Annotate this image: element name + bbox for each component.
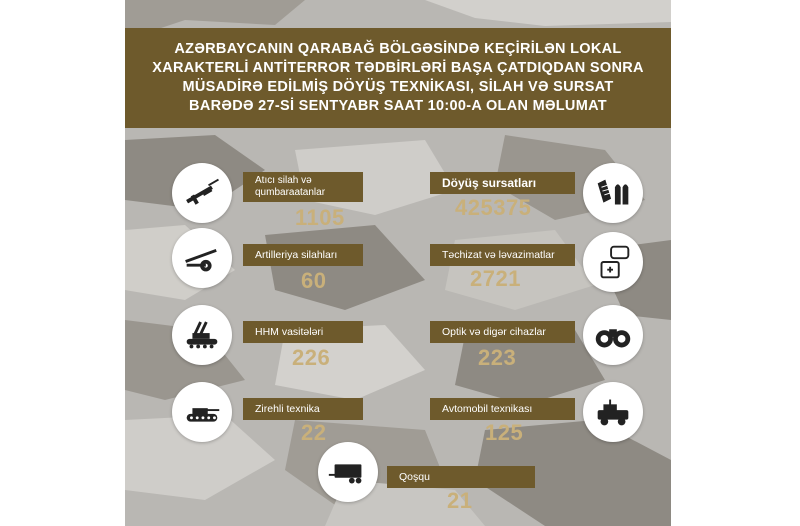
stat-label: Avtomobil texnikası [430,398,575,420]
binoculars-icon [583,305,643,365]
stat-label: HHM vasitələri [243,321,363,343]
stat-value: 22 [301,420,327,445]
stat-label: Optik və digər cihazlar [430,321,575,343]
tank-icon [172,382,232,442]
title-line: AZƏRBAYCANIN QARABAĞ BÖLGƏSİNDƏ KEÇİRİLƏN LOKAL [174,41,622,57]
stat-label-line: qumbaraatanlar [255,187,326,198]
stat-label [243,172,363,202]
stat-value: 226 [292,345,331,370]
stat-label: Qoşqu [387,466,535,488]
stat-value: 21 [447,488,473,513]
stat-label: Döyüş sursatları [430,172,575,194]
ammunition-icon [583,163,643,223]
stat-value: 125 [485,420,524,445]
rifle-icon [172,163,232,223]
artillery-gun-icon [172,228,232,288]
military-truck-icon [583,382,643,442]
stat-label-line: Atıcı silah və [255,175,312,186]
stat-value: 223 [478,345,517,370]
infographic-poster [125,0,671,526]
air-defense-vehicle-icon [172,305,232,365]
stat-label: Artilleriya silahları [243,244,363,266]
equipment-icon [583,232,643,292]
stat-value: 60 [301,268,327,293]
title-banner [125,28,671,128]
page-title [148,40,648,116]
stat-value: 425375 [455,195,532,220]
stat-value: 2721 [470,266,521,291]
title-line: MÜSADİRƏ EDİLMİŞ DÖYÜŞ TEXNİKASI, SİLAH VƏ SURSAT [182,79,614,95]
stat-label: Zirehli texnika [243,398,363,420]
stat-value: 1105 [295,205,345,230]
stat-label: Təchizat və ləvazimatlar [430,244,575,266]
trailer-icon [318,442,378,502]
title-line: BARƏDƏ 27-Sİ SENTYABR SAAT 10:00-A OLAN MƏLUMAT [189,98,607,114]
title-line: XARAKTERLİ ANTİTERROR TƏDBİRLƏRİ BAŞA ÇATDIQDAN SONRA [152,60,644,76]
